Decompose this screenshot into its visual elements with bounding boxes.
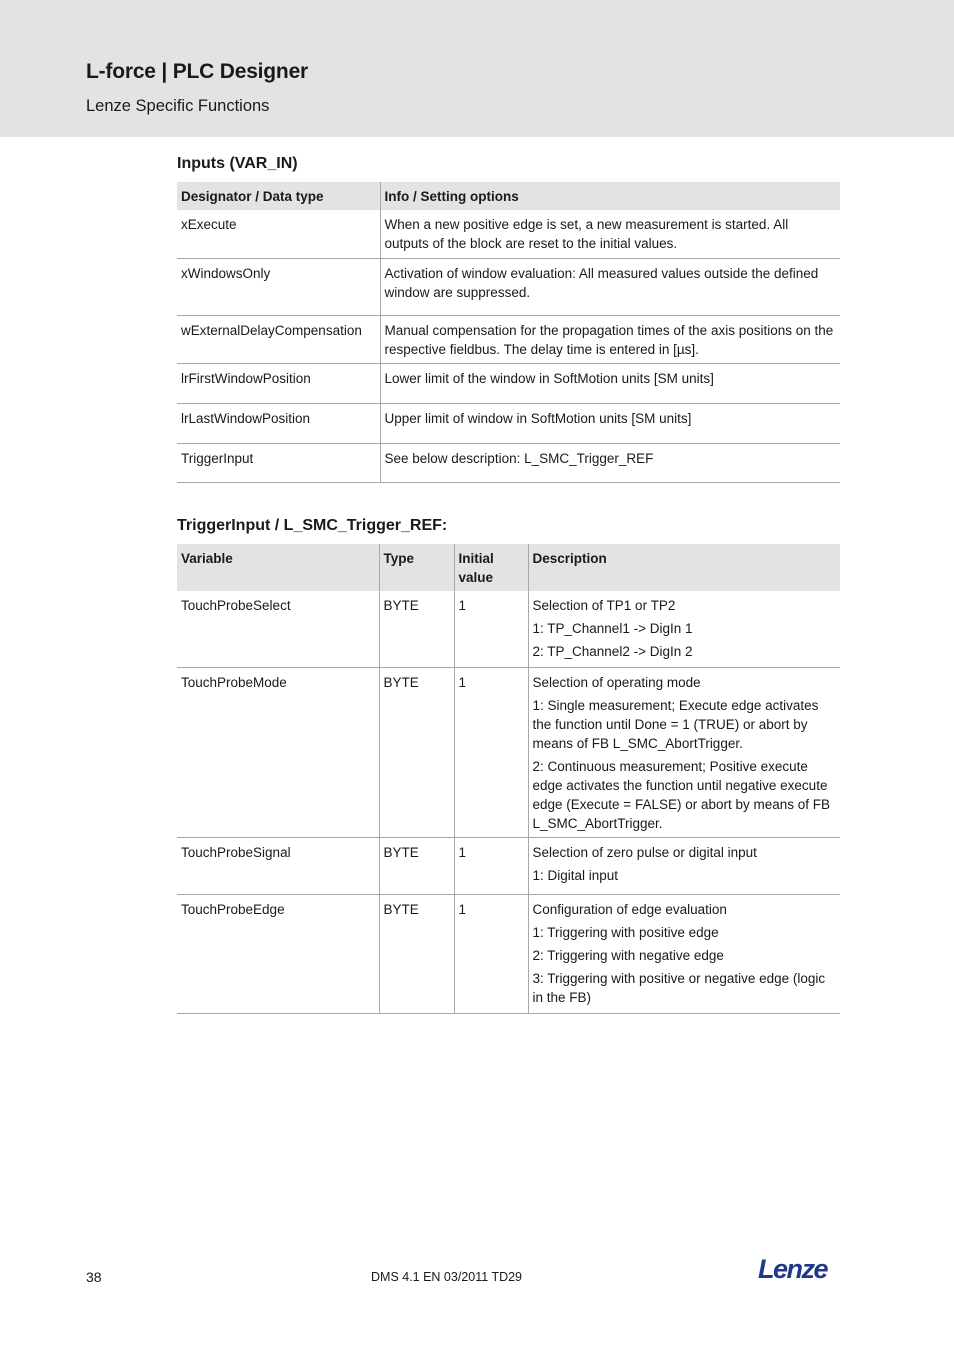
description-line: 1: Single measurement; Execute edge activates the function until Done = 1 (TRUE) or abort by means of FB L_SMC_AbortTrigger. <box>532 697 819 751</box>
initial-value-cell: 1 <box>454 837 528 894</box>
table-row <box>177 315 840 363</box>
designator-cell: TriggerInput <box>177 443 380 482</box>
designator-cell: xExecute <box>177 210 380 258</box>
description-line: Selection of zero pulse or digital input <box>532 844 757 860</box>
inputs-heading: Inputs (VAR_IN) <box>177 155 298 172</box>
lenze-logo: Lenze <box>758 1254 828 1284</box>
variable-cell: TouchProbeMode <box>177 667 379 837</box>
type-cell: BYTE <box>379 837 454 894</box>
description-line: 3: Triggering with positive or negative edge (logic in the FB) <box>532 970 826 1005</box>
designator-cell: lrLastWindowPosition <box>177 403 380 443</box>
designator-cell: wExternalDelayCompensation <box>177 315 380 363</box>
type-cell: BYTE <box>379 894 454 1013</box>
table-row <box>177 403 840 443</box>
description-line: Selection of TP1 or TP2 <box>532 598 676 613</box>
inputs-table <box>177 182 840 483</box>
initial-value-cell: 1 <box>454 894 528 1013</box>
column-header: Info / Setting options <box>380 182 840 210</box>
variable-cell: TouchProbeEdge <box>177 894 379 1013</box>
info-cell: Manual compensation for the propagation times of the axis positions on the respective fieldbus. The delay time is entered in [µs]. <box>380 315 840 363</box>
initial-value-cell: 1 <box>454 667 528 837</box>
info-cell: Lower limit of the window in SoftMotion units [SM units] <box>380 363 840 403</box>
info-cell: Activation of window evaluation: All measured values outside the defined window are suppressed. <box>380 258 840 315</box>
info-cell: Upper limit of window in SoftMotion units [SM units] <box>380 403 840 443</box>
type-cell: BYTE <box>379 591 454 667</box>
variable-cell: TouchProbeSignal <box>177 837 379 894</box>
description-line: 2: Triggering with negative edge <box>532 947 724 963</box>
page-number: 38 <box>86 1269 102 1285</box>
table-row <box>177 258 840 315</box>
table-row <box>177 363 840 403</box>
document-title: L-force | PLC Designer <box>86 60 309 83</box>
table-row <box>177 443 840 482</box>
trigger-heading: TriggerInput / L_SMC_Trigger_REF: <box>177 517 448 534</box>
table-row <box>177 837 840 894</box>
table-row <box>177 591 840 667</box>
designator-cell: lrFirstWindowPosition <box>177 363 380 403</box>
trigger-header-row <box>177 544 840 591</box>
document-reference: DMS 4.1 EN 03/2011 TD29 <box>371 1270 523 1284</box>
description-line: Configuration of edge evaluation <box>532 901 727 917</box>
column-header: Initial value <box>454 544 528 591</box>
info-cell: See below description: L_SMC_Trigger_REF <box>380 443 840 482</box>
column-header: Type <box>379 544 454 591</box>
table-row <box>177 894 840 1013</box>
description-cell <box>528 667 840 837</box>
inputs-header-row <box>177 182 840 210</box>
description-line: 1: Triggering with positive edge <box>532 924 719 940</box>
table-row <box>177 210 840 258</box>
column-header: Designator / Data type <box>177 182 380 210</box>
description-line: 1: Digital input <box>532 867 619 883</box>
document-subtitle: Lenze Specific Functions <box>86 97 270 115</box>
type-cell: BYTE <box>379 667 454 837</box>
description-line: 2: TP_Channel2 -> DigIn 2 <box>532 644 693 659</box>
variable-cell: TouchProbeSelect <box>177 591 379 667</box>
description-cell <box>528 894 840 1013</box>
column-header: Description <box>528 544 840 591</box>
designator-cell: xWindowsOnly <box>177 258 380 315</box>
description-line: 1: TP_Channel1 -> DigIn 1 <box>532 621 693 636</box>
description-line: 2: Continuous measurement; Positive execute edge activates the function until negative execute edge (Execute = FALSE) or abort by means of FB L_SMC_AbortTrigger. <box>532 758 831 831</box>
initial-value-cell: 1 <box>454 591 528 667</box>
description-cell <box>528 837 840 894</box>
table-row <box>177 667 840 837</box>
description-line: Selection of operating mode <box>532 674 701 690</box>
column-header: Variable <box>177 544 379 591</box>
info-cell: When a new positive edge is set, a new measurement is started. All outputs of the block are reset to the initial values. <box>380 210 840 258</box>
description-cell <box>528 591 840 667</box>
trigger-table <box>177 544 840 1014</box>
